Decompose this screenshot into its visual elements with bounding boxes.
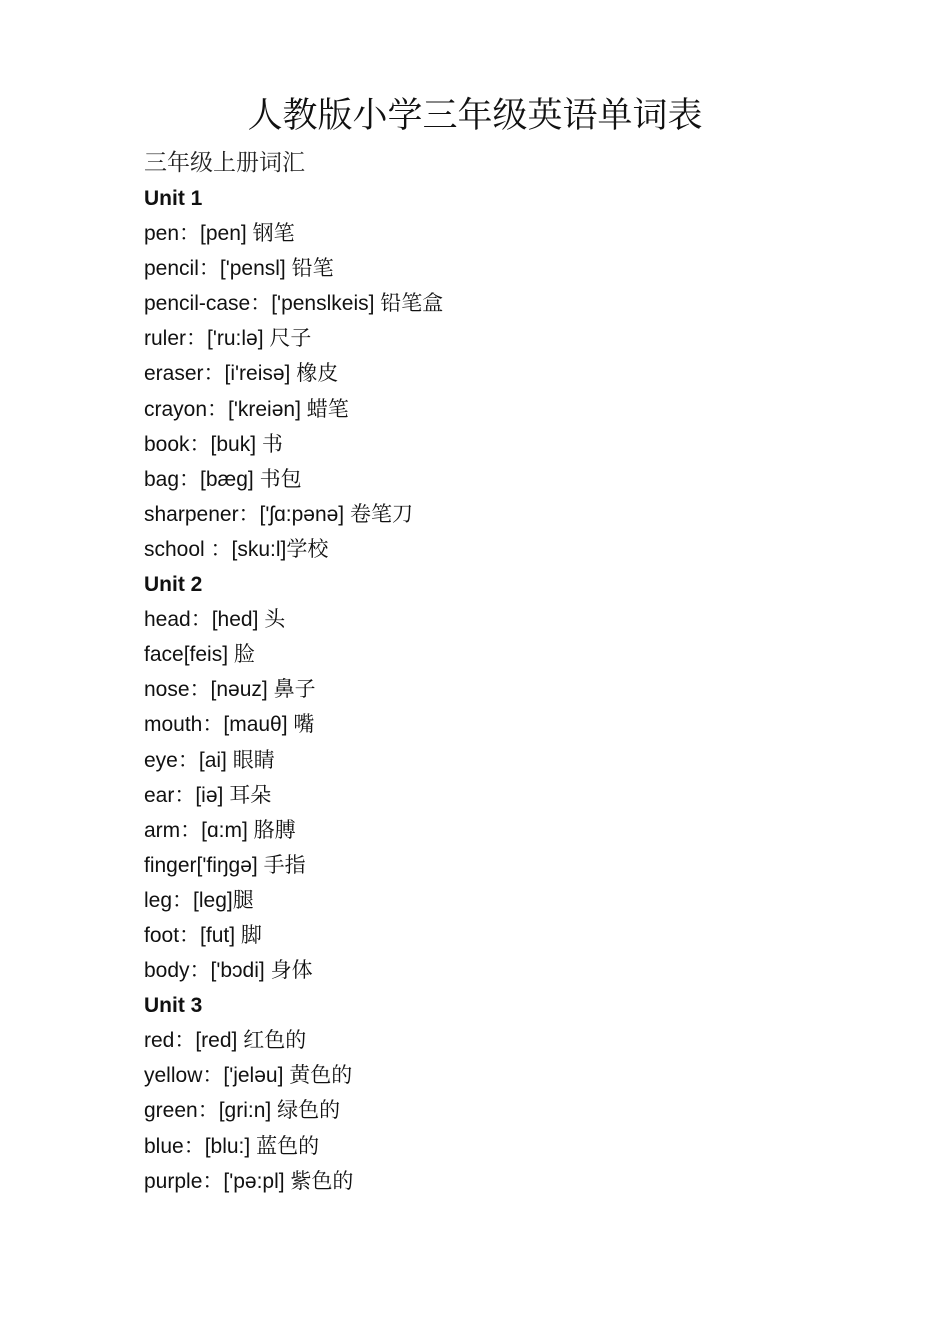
vocabulary-entry: yellow：['jeləu] 黄色的 xyxy=(144,1064,353,1088)
vocabulary-entry: arm：[ɑ:m] 胳膊 xyxy=(144,818,296,842)
vocabulary-entry: head：[hed] 头 xyxy=(144,608,286,632)
vocabulary-entry: ruler：['ru:lə] 尺子 xyxy=(144,327,312,351)
vocabulary-entry: ear：[iə] 耳朵 xyxy=(144,783,272,807)
vocabulary-entry: sharpener：['ʃɑ:pənə] 卷笔刀 xyxy=(144,502,413,526)
page-title: 人教版小学三年级英语单词表 xyxy=(247,96,703,136)
vocabulary-entry: mouth：[mauθ] 嘴 xyxy=(144,713,315,737)
vocabulary-entry: purple：['pə:pl] 紫色的 xyxy=(144,1169,354,1193)
vocabulary-entry: book：[buk] 书 xyxy=(144,432,283,456)
vocabulary-entry: eye：[ai] 眼睛 xyxy=(144,748,275,772)
section-subtitle: 三年级上册词汇 xyxy=(144,150,305,176)
vocabulary-entry: bag：[bæg] 书包 xyxy=(144,467,302,491)
vocabulary-entry: finger['fiŋgə] 手指 xyxy=(144,853,306,877)
vocabulary-entry: red：[red] 红色的 xyxy=(144,1029,307,1053)
vocabulary-entry: pencil-case：['penslkeis] 铅笔盒 xyxy=(144,292,444,316)
vocabulary-entry: foot：[fut] 脚 xyxy=(144,923,262,947)
vocabulary-entry: leg：[leg]腿 xyxy=(144,888,254,912)
unit-heading: Unit 1 xyxy=(144,187,203,210)
vocabulary-entry: eraser：[i'reisə] 橡皮 xyxy=(144,362,339,386)
vocabulary-entry: pen：[pen] 钢笔 xyxy=(144,222,295,246)
vocabulary-list xyxy=(144,181,844,1199)
vocabulary-entry: green：[gri:n] 绿色的 xyxy=(144,1099,341,1123)
vocabulary-entry: body：['bɔdi] 身体 xyxy=(144,959,313,983)
unit-heading: Unit 2 xyxy=(144,573,203,597)
vocabulary-entry: face[feis] 脸 xyxy=(144,643,255,667)
vocabulary-entry: pencil：['pensl] 铅笔 xyxy=(144,257,334,281)
vocabulary-entry: nose：[nəuz] 鼻子 xyxy=(144,678,316,702)
vocabulary-entry: crayon：['kreiən] 蜡笔 xyxy=(144,397,349,421)
vocabulary-entry: blue：[blu:] 蓝色的 xyxy=(144,1134,320,1158)
unit-heading: Unit 3 xyxy=(144,994,203,1018)
vocabulary-entry: school ：[sku:l]学校 xyxy=(144,537,329,561)
